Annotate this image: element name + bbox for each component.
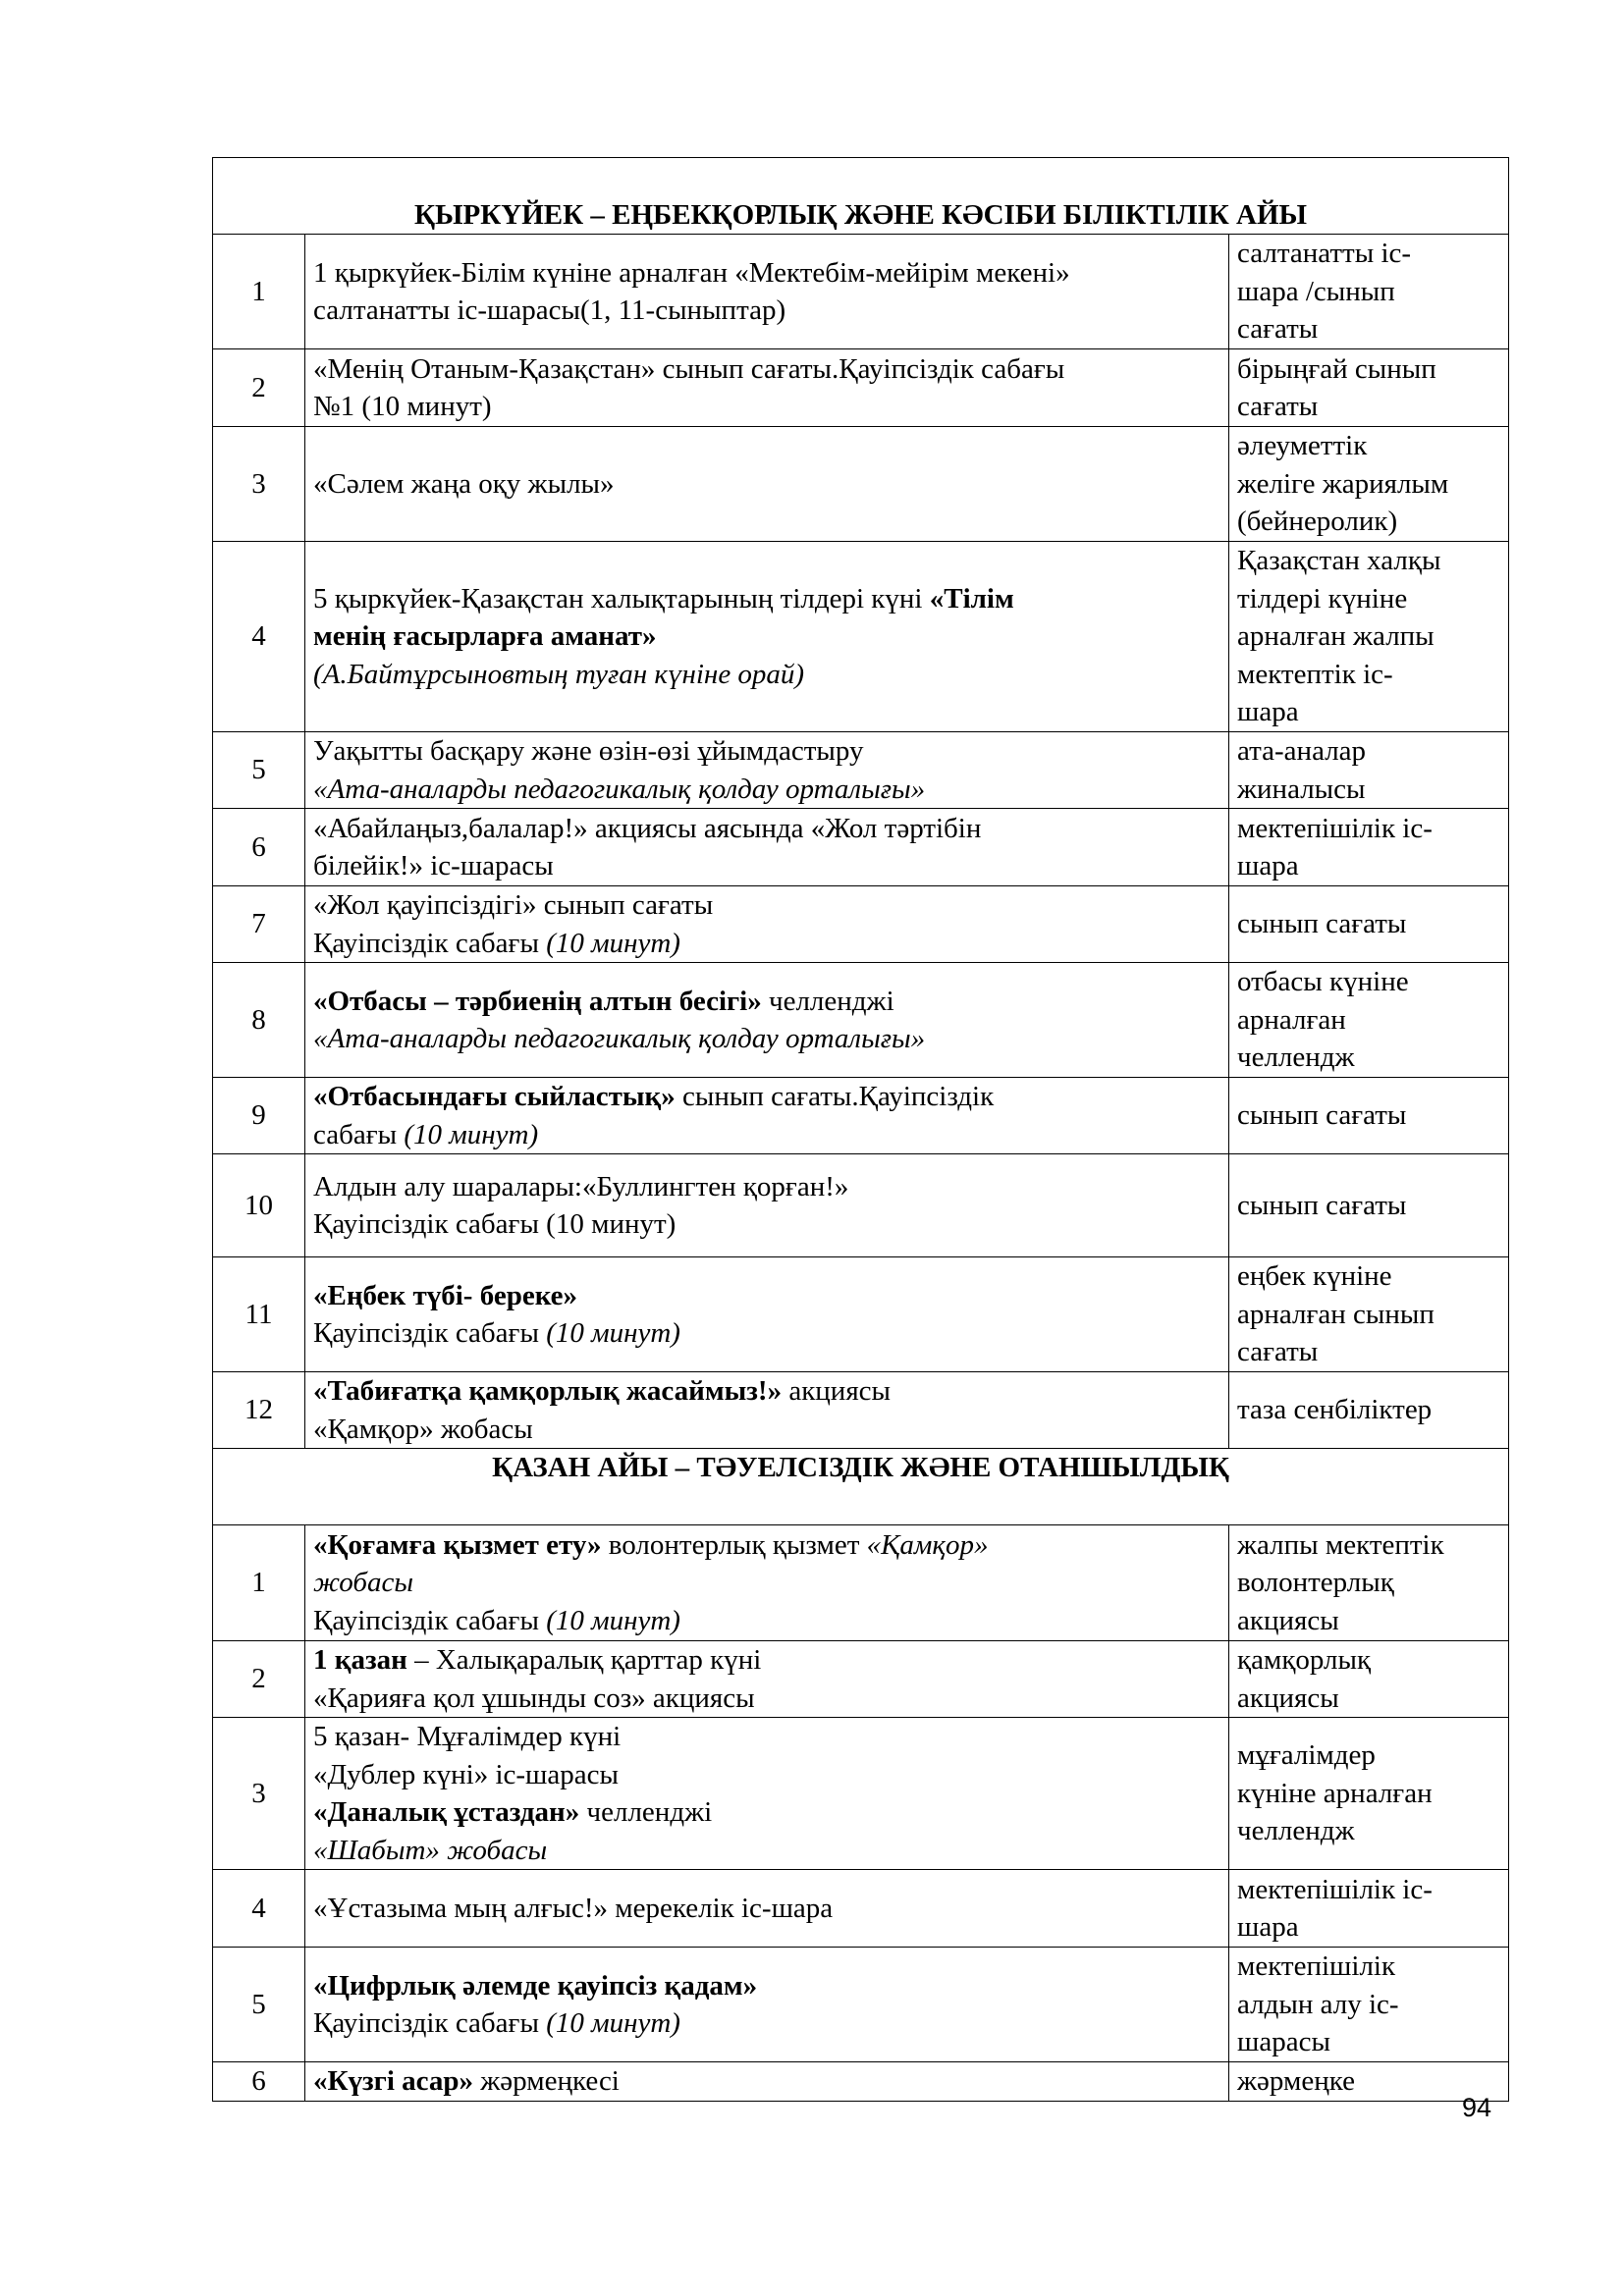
section-title-october: ҚАЗАН АЙЫ – ТӘУЕЛСІЗДІК ЖӘНЕ ОТАНШЫЛДЫҚ [213, 1449, 1509, 1525]
event-text: «Сәлем жаңа оқу жылы» [313, 467, 615, 500]
event-text: челленджі [761, 985, 894, 1017]
event-cell [305, 1257, 1229, 1372]
event-cell [305, 1718, 1229, 1870]
event-text: Қауіпсіздік сабағы [313, 927, 547, 959]
event-text: «Дублер күні» іс-шарасы [313, 1758, 619, 1790]
event-type-line: мұғалімдер [1237, 1739, 1376, 1772]
event-type-line: челлендж [1237, 1815, 1355, 1847]
row-number: 5 [213, 1948, 305, 2062]
event-line [313, 617, 1220, 656]
event-line [313, 1411, 1220, 1449]
table-row [213, 1641, 1509, 1718]
event-text: Қауіпсіздік сабағы [313, 2007, 547, 2039]
event-line [313, 350, 1220, 389]
row-number: 1 [213, 235, 305, 349]
event-type-line: челлендж [1237, 1041, 1355, 1074]
row-number: 12 [213, 1372, 305, 1449]
event-italic-text: (10 минут) [404, 1118, 539, 1150]
row-number: 5 [213, 732, 305, 809]
table-row [213, 542, 1509, 732]
event-cell [305, 427, 1229, 542]
event-line [313, 1967, 1220, 2005]
row-number: 1 [213, 1525, 305, 1641]
row-number: 3 [213, 1718, 305, 1870]
event-text: «Қарияға қол ұшынды соз» акциясы [313, 1682, 755, 1714]
event-line [313, 810, 1220, 848]
event-type-line: жәрмеңке [1237, 2065, 1355, 2098]
event-italic-text: «Ата-аналарды педагогикалық қолдау орталығы» [313, 773, 926, 805]
event-type-line: салтанатты іс- [1237, 238, 1412, 270]
event-bold-text: 1 қазан [313, 1644, 407, 1676]
event-type-line: отбасы күніне [1237, 966, 1409, 998]
event-type-line: сынып сағаты [1237, 1099, 1407, 1132]
event-italic-text: жобасы [313, 1567, 413, 1599]
event-line [313, 1718, 1220, 1756]
event-bold-text: «Отбасы – тәрбиенің алтын бесігі» [313, 985, 762, 1017]
event-type-line: арналған жалпы [1237, 620, 1435, 653]
event-italic-text: (10 минут) [546, 927, 680, 959]
table-row [213, 349, 1509, 427]
row-number: 2 [213, 349, 305, 427]
table-row [213, 963, 1509, 1078]
event-italic-text: (А.Байтұрсыновтың туған күніне орай) [313, 658, 805, 690]
event-text: білейік!» іс-шарасы [313, 850, 554, 881]
row-number: 4 [213, 542, 305, 732]
event-line [313, 292, 1220, 330]
event-line [313, 2004, 1220, 2043]
event-type-cell [1229, 1948, 1509, 2062]
table-row [213, 1154, 1509, 1257]
event-text: жәрмеңкесі [473, 2065, 620, 2098]
event-cell [305, 1154, 1229, 1257]
event-type-cell [1229, 732, 1509, 809]
event-type-line: акциясы [1237, 1604, 1339, 1636]
event-type-cell [1229, 886, 1509, 963]
event-text: 1 қыркүйек-Білім күніне арналған «Мектебім-мейірім мекені» [313, 256, 1070, 289]
table-row [213, 732, 1509, 809]
event-line [313, 1602, 1220, 1640]
event-line [313, 388, 1220, 426]
event-type-line: күніне арналған [1237, 1777, 1433, 1809]
event-type-line: ата-аналар [1237, 735, 1367, 767]
event-text: – Халықаралық қарттар күні [406, 1644, 762, 1676]
event-line [313, 1372, 1220, 1411]
row-number: 7 [213, 886, 305, 963]
event-italic-text: «Қамқор» [866, 1528, 989, 1561]
table-row [213, 1718, 1509, 1870]
event-type-cell [1229, 1154, 1509, 1257]
event-line [313, 732, 1220, 771]
event-text: сабағы [313, 1118, 405, 1150]
event-type-line: Қазақстан халқы [1237, 545, 1441, 577]
event-type-line: акциясы [1237, 1682, 1339, 1714]
event-line [313, 771, 1220, 809]
event-italic-text: (10 минут) [546, 1604, 680, 1636]
event-line [313, 886, 1220, 925]
event-type-cell [1229, 542, 1509, 732]
table-row [213, 2062, 1509, 2102]
event-text: Қауіпсіздік сабағы (10 минут) [313, 1208, 677, 1240]
event-text: «Жол қауіпсіздігі» сынып сағаты [313, 889, 714, 921]
event-type-line: сағаты [1237, 313, 1319, 346]
event-cell [305, 886, 1229, 963]
event-line [313, 2062, 1220, 2101]
row-number: 9 [213, 1078, 305, 1154]
table-row [213, 427, 1509, 542]
event-line [313, 1078, 1220, 1116]
event-cell [305, 1372, 1229, 1449]
event-text: салтанатты іс-шарасы(1, 11-сыныптар) [313, 294, 786, 326]
event-type-line: шара [1237, 696, 1299, 728]
event-text: Алдын алу шаралары:«Буллингтен қорған!» [313, 1170, 849, 1202]
event-text: Уақытты басқару және өзін-өзі ұйымдастыру [313, 735, 864, 767]
event-type-line: мектепішілік іс- [1237, 1873, 1433, 1905]
event-type-line: әлеуметтік [1237, 430, 1368, 462]
events-plan-body [213, 158, 1509, 2102]
event-line [313, 1793, 1220, 1832]
event-type-cell [1229, 1257, 1509, 1372]
row-number: 10 [213, 1154, 305, 1257]
event-text: №1 (10 минут) [313, 391, 492, 422]
event-line [313, 465, 1220, 504]
event-type-line: қамқорлық [1237, 1644, 1372, 1676]
event-bold-text: «Отбасындағы сыйластық» [313, 1081, 676, 1112]
event-type-line: шарасы [1237, 2026, 1330, 2058]
event-cell [305, 349, 1229, 427]
event-type-cell [1229, 1870, 1509, 1948]
event-type-line: таза сенбіліктер [1237, 1394, 1433, 1426]
event-text: Қауіпсіздік сабағы [313, 1317, 547, 1349]
event-type-line: тілдері күніне [1237, 582, 1408, 614]
event-line [313, 1314, 1220, 1353]
event-type-line: жиналысы [1237, 773, 1366, 805]
event-type-cell [1229, 427, 1509, 542]
event-text: челленджі [579, 1796, 713, 1828]
event-type-line: шара /сынып [1237, 275, 1395, 307]
event-type-line: шара [1237, 1911, 1299, 1943]
event-cell [305, 1525, 1229, 1641]
table-row [213, 1372, 1509, 1449]
table-row [213, 1078, 1509, 1154]
event-line [313, 983, 1220, 1021]
event-type-line: жалпы мектептік [1237, 1528, 1444, 1561]
table-row [213, 809, 1509, 886]
event-text: волонтерлық қызмет [601, 1528, 867, 1561]
events-plan-table [212, 157, 1509, 2102]
event-line [313, 1680, 1220, 1718]
event-line [313, 1116, 1220, 1154]
event-type-line: мектептік іс- [1237, 658, 1393, 690]
event-cell [305, 963, 1229, 1078]
event-text: 5 қазан- Мұғалімдер күні [313, 1721, 622, 1752]
event-line [313, 925, 1220, 963]
event-italic-text: (10 минут) [546, 2007, 680, 2039]
event-type-cell [1229, 235, 1509, 349]
event-type-line: желіге жариялым [1237, 467, 1449, 500]
page-number: 94 [1462, 2093, 1492, 2122]
event-text: «Менің Отаным-Қазақстан» сынып сағаты.Қауіпсіздік сабағы [313, 352, 1065, 385]
event-type-line: сынып сағаты [1237, 908, 1407, 940]
event-line [313, 1756, 1220, 1794]
event-type-line: (бейнеролик) [1237, 506, 1398, 538]
row-number: 6 [213, 809, 305, 886]
row-number: 3 [213, 427, 305, 542]
event-bold-text: «Табиғатқа қамқорлық жасаймыз!» [313, 1375, 783, 1407]
event-type-cell [1229, 1718, 1509, 1870]
table-row [213, 1257, 1509, 1372]
event-type-line: мектепішілік іс- [1237, 812, 1433, 844]
event-line [313, 1205, 1220, 1244]
event-type-line: волонтерлық [1237, 1567, 1394, 1599]
event-type-cell [1229, 1372, 1509, 1449]
section-title-september: ҚЫРКҮЙЕК – ЕҢБЕКҚОРЛЫҚ ЖӘНЕ КӘСІБИ БІЛІКТІЛІК АЙЫ [213, 158, 1509, 235]
event-italic-text: «Ата-аналарды педагогикалық қолдау орталығы» [313, 1023, 926, 1054]
row-number: 8 [213, 963, 305, 1078]
event-line [313, 1020, 1220, 1058]
event-type-cell [1229, 1078, 1509, 1154]
event-type-line: арналған [1237, 1003, 1346, 1036]
event-bold-text: «Цифрлық әлемде қауіпсіз қадам» [313, 1969, 758, 2002]
event-bold-text: «Күзгі асар» [313, 2065, 474, 2098]
event-text: «Ұстазыма мың алғыс!» мерекелік іс-шара [313, 1892, 834, 1924]
event-type-cell [1229, 809, 1509, 886]
event-cell [305, 1948, 1229, 2062]
section-header-row [213, 158, 1509, 235]
event-text: сынып сағаты.Қауіпсіздік [675, 1081, 995, 1112]
row-number: 4 [213, 1870, 305, 1948]
event-type-cell [1229, 1525, 1509, 1641]
event-type-line: бірыңғай сынып [1237, 352, 1436, 385]
event-type-line: алдын алу іс- [1237, 1988, 1399, 2020]
event-cell [305, 235, 1229, 349]
event-type-cell [1229, 963, 1509, 1078]
event-cell [305, 1870, 1229, 1948]
event-bold-text: «Қоғамға қызмет ету» [313, 1528, 602, 1561]
event-type-line: сағаты [1237, 391, 1319, 422]
event-line [313, 656, 1220, 694]
event-type-line: мектепішілік [1237, 1950, 1396, 1983]
event-italic-text: (10 минут) [546, 1317, 680, 1349]
event-line [313, 254, 1220, 293]
event-cell [305, 1641, 1229, 1718]
event-type-cell [1229, 349, 1509, 427]
row-number: 11 [213, 1257, 305, 1372]
event-text: Қауіпсіздік сабағы [313, 1604, 547, 1636]
event-bold-text: «Тілім [929, 582, 1014, 614]
row-number: 2 [213, 1641, 305, 1718]
event-italic-text: «Шабыт» жобасы [313, 1834, 548, 1866]
event-text: «Абайлаңыз,балалар!» акциясы аясында «Жол тәртібін [313, 812, 982, 844]
event-line [313, 1526, 1220, 1565]
row-number: 6 [213, 2062, 305, 2102]
event-type-cell [1229, 1641, 1509, 1718]
event-text: «Қамқор» жобасы [313, 1413, 533, 1445]
event-cell [305, 732, 1229, 809]
event-cell [305, 542, 1229, 732]
event-text: 5 қыркүйек-Қазақстан халықтарының тілдері күні [313, 582, 930, 614]
table-row [213, 1948, 1509, 2062]
event-bold-text: «Даналық ұстаздан» [313, 1796, 580, 1828]
event-line [313, 1277, 1220, 1315]
event-line [313, 1641, 1220, 1680]
event-line [313, 1832, 1220, 1870]
section-header-row [213, 1449, 1509, 1525]
event-text: акциясы [782, 1375, 892, 1407]
event-cell [305, 809, 1229, 886]
event-type-line: еңбек күніне [1237, 1260, 1392, 1293]
event-line [313, 1564, 1220, 1602]
event-cell [305, 1078, 1229, 1154]
event-bold-text: менің ғасырларға аманат» [313, 620, 657, 653]
table-row [213, 235, 1509, 349]
event-line [313, 847, 1220, 885]
table-row [213, 1870, 1509, 1948]
table-row [213, 886, 1509, 963]
event-type-line: арналған сынып [1237, 1298, 1435, 1330]
event-type-line: шара [1237, 850, 1299, 881]
event-cell [305, 2062, 1229, 2102]
table-row [213, 1525, 1509, 1641]
event-bold-text: «Еңбек түбі- береке» [313, 1279, 578, 1311]
event-type-line: сынып сағаты [1237, 1189, 1407, 1221]
event-line [313, 580, 1220, 618]
event-line [313, 1168, 1220, 1206]
event-type-line: сағаты [1237, 1336, 1319, 1368]
event-line [313, 1890, 1220, 1928]
